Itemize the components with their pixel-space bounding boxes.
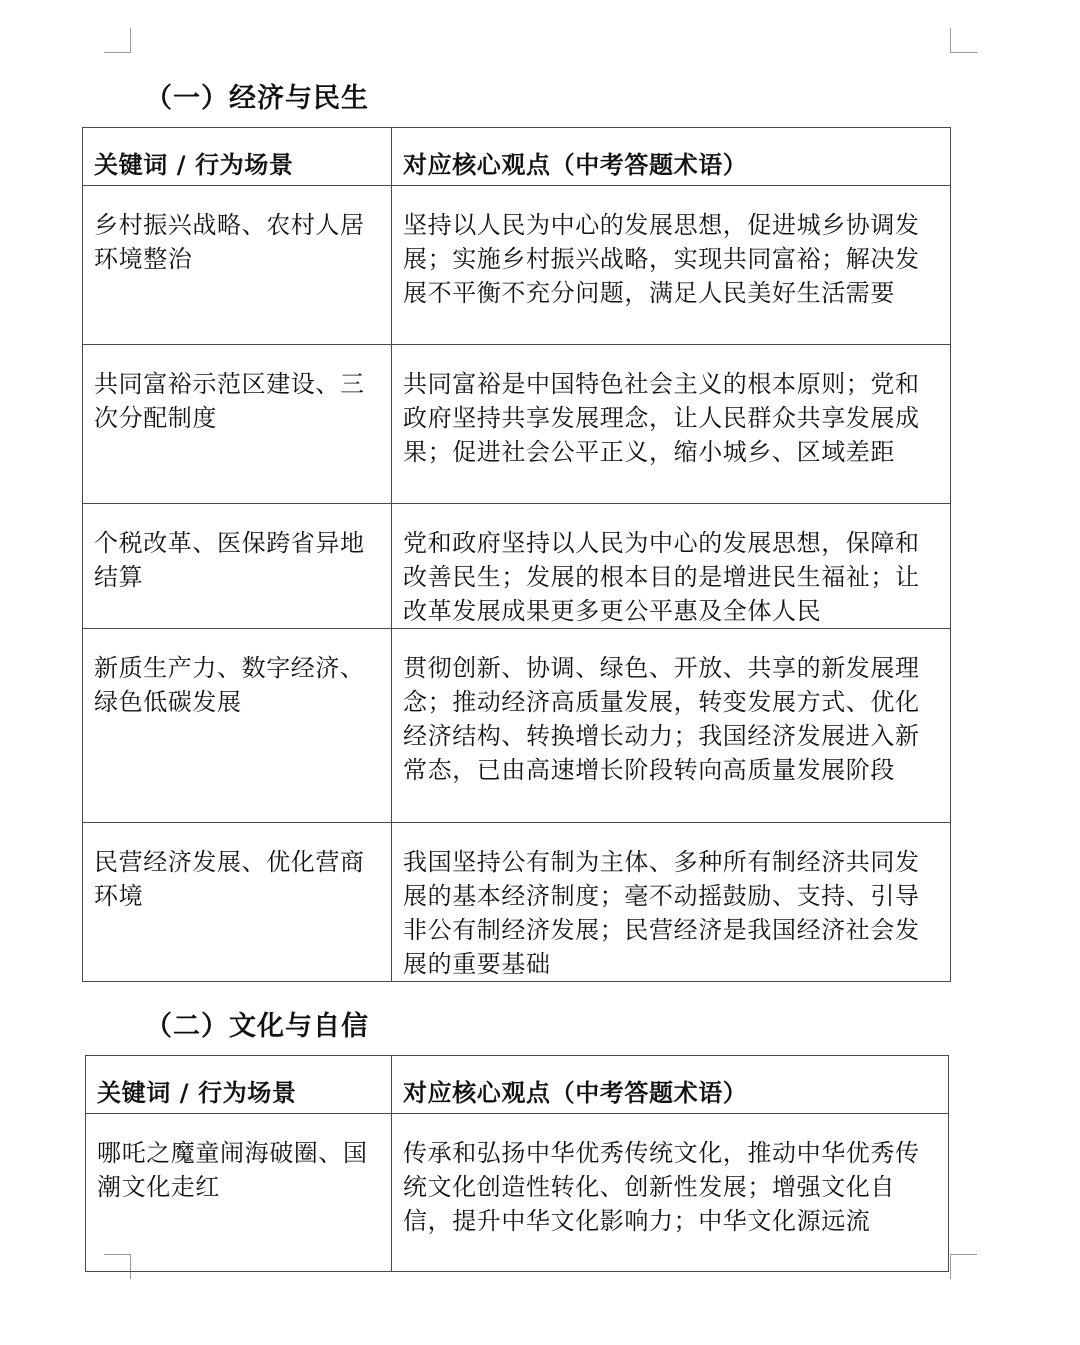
header-core-point: 对应核心观点（中考答题术语） (392, 128, 951, 186)
row-keyword: 新质生产力、数字经济、绿色低碳发展 (83, 629, 392, 823)
header-core-point: 对应核心观点（中考答题术语） (392, 1056, 949, 1114)
table-row (83, 823, 951, 982)
table-header-row (83, 128, 951, 186)
row-core-point: 我国坚持公有制为主体、多种所有制经济共同发展的基本经济制度；毫不动摇鼓励、支持、引导非公有制经济发展；民营经济是我国经济社会发展的重要基础 (392, 823, 951, 982)
crop-mark-top-left (104, 28, 131, 53)
row-core-point: 贯彻创新、协调、绿色、开放、共享的新发展理念；推动经济高质量发展，转变发展方式、优化经济结构、转换增长动力；我国经济发展进入新常态，已由高速增长阶段转向高质量发展阶段 (392, 629, 951, 823)
table-row (86, 1114, 949, 1272)
section-title-culture: （二）文化与自信 (145, 1011, 369, 1042)
economy-table (82, 127, 951, 982)
crop-mark-top-right (950, 28, 977, 53)
section-title-economy: （一）经济与民生 (145, 83, 369, 114)
row-core-point: 党和政府坚持以人民为中心的发展思想，保障和改善民生；发展的根本目的是增进民生福祉；让改革发展成果更多更公平惠及全体人民 (392, 504, 951, 629)
table-header-row (86, 1056, 949, 1114)
header-keyword: 关键词 / 行为场景 (83, 128, 392, 186)
table-row (83, 345, 951, 504)
row-keyword: 民营经济发展、优化营商环境 (83, 823, 392, 982)
table-row (83, 504, 951, 629)
culture-table (85, 1055, 949, 1272)
row-keyword: 共同富裕示范区建设、三次分配制度 (83, 345, 392, 504)
row-keyword: 个税改革、医保跨省异地结算 (83, 504, 392, 629)
table-row (83, 186, 951, 345)
row-core-point: 坚持以人民为中心的发展思想，促进城乡协调发展；实施乡村振兴战略，实现共同富裕；解决发展不平衡不充分问题，满足人民美好生活需要 (392, 186, 951, 345)
table-row (83, 629, 951, 823)
row-keyword: 乡村振兴战略、农村人居环境整治 (83, 186, 392, 345)
row-core-point: 传承和弘扬中华优秀传统文化，推动中华优秀传统文化创造性转化、创新性发展；增强文化自信，提升中华文化影响力；中华文化源远流 (392, 1114, 949, 1272)
row-core-point: 共同富裕是中国特色社会主义的根本原则；党和政府坚持共享发展理念，让人民群众共享发展成果；促进社会公平正义，缩小城乡、区域差距 (392, 345, 951, 504)
header-keyword: 关键词 / 行为场景 (86, 1056, 392, 1114)
row-keyword: 哪吒之魔童闹海破圈、国潮文化走红 (86, 1114, 392, 1272)
crop-mark-bottom-right (950, 1254, 977, 1279)
